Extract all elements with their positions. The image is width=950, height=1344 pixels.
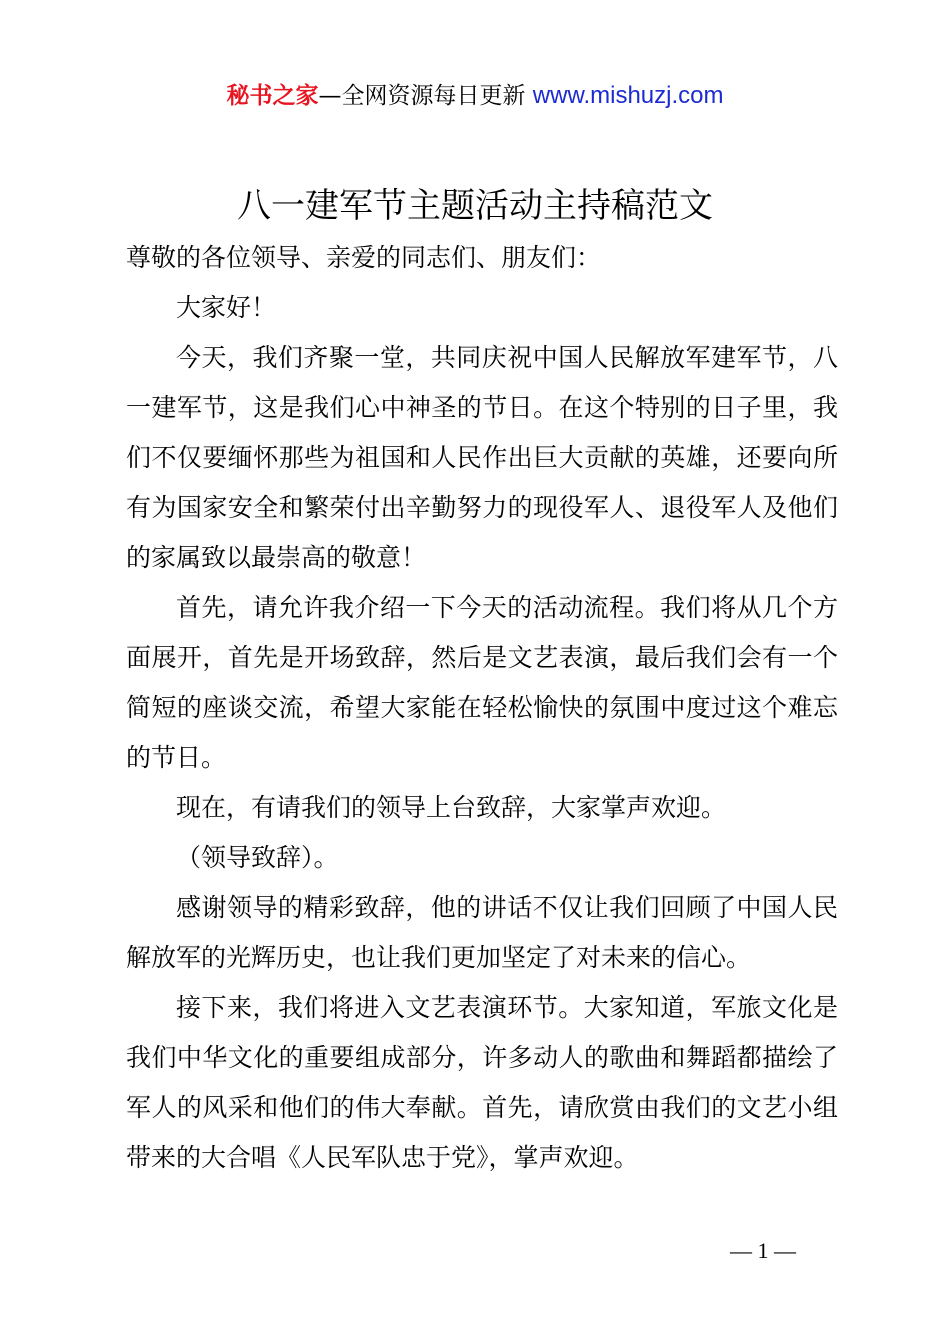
site-header — [0, 78, 950, 114]
document-title: 八一建军节主题活动主持稿范文 — [237, 186, 713, 226]
paragraph: 首先，请允许我介绍一下今天的活动流程。我们将从几个方面展开，首先是开场致辞，然后是文艺表演，最后我们会有一个简短的座谈交流，希望大家能在轻松愉快的氛围中度过这个难忘的节日。 — [126, 593, 838, 772]
brand-name: 秘书之家 — [226, 83, 319, 109]
paragraph: 感谢领导的精彩致辞，他的讲话不仅让我们回顾了中国人民解放军的光辉历史，也让我们更加坚定了对未来的信心。 — [126, 893, 838, 972]
salutation: 尊敬的各位领导、亲爱的同志们、朋友们： — [126, 243, 602, 272]
paragraph: 今天，我们齐聚一堂，共同庆祝中国人民解放军建军节，八一建军节，这是我们心中神圣的节日。在这个特别的日子里，我们不仅要缅怀那些为祖国和人民作出巨大贡献的英雄，还要向所有为国家安全和繁荣付出辛勤努力的现役军人、退役军人及他们的家属致以最崇高的敬意！ — [126, 343, 838, 572]
header-slogan: —全网资源每日更新 — [318, 83, 526, 109]
paragraph: （领导致辞）。 — [176, 843, 339, 872]
paragraph: 大家好！ — [176, 293, 277, 322]
site-url[interactable]: www.mishuzj.com — [532, 82, 724, 109]
paragraph: 现在，有请我们的领导上台致辞，大家掌声欢迎。 — [176, 793, 727, 822]
document-body — [126, 233, 838, 1183]
page-number: — 1 — — [730, 1238, 796, 1263]
paragraph: 接下来，我们将进入文艺表演环节。大家知道，军旅文化是我们中华文化的重要组成部分，许多动人的歌曲和舞蹈都描绘了军人的风采和他们的伟大奉献。首先，请欣赏由我们的文艺小组带来的大合唱《人民军队忠于党》，掌声欢迎。 — [126, 993, 838, 1172]
